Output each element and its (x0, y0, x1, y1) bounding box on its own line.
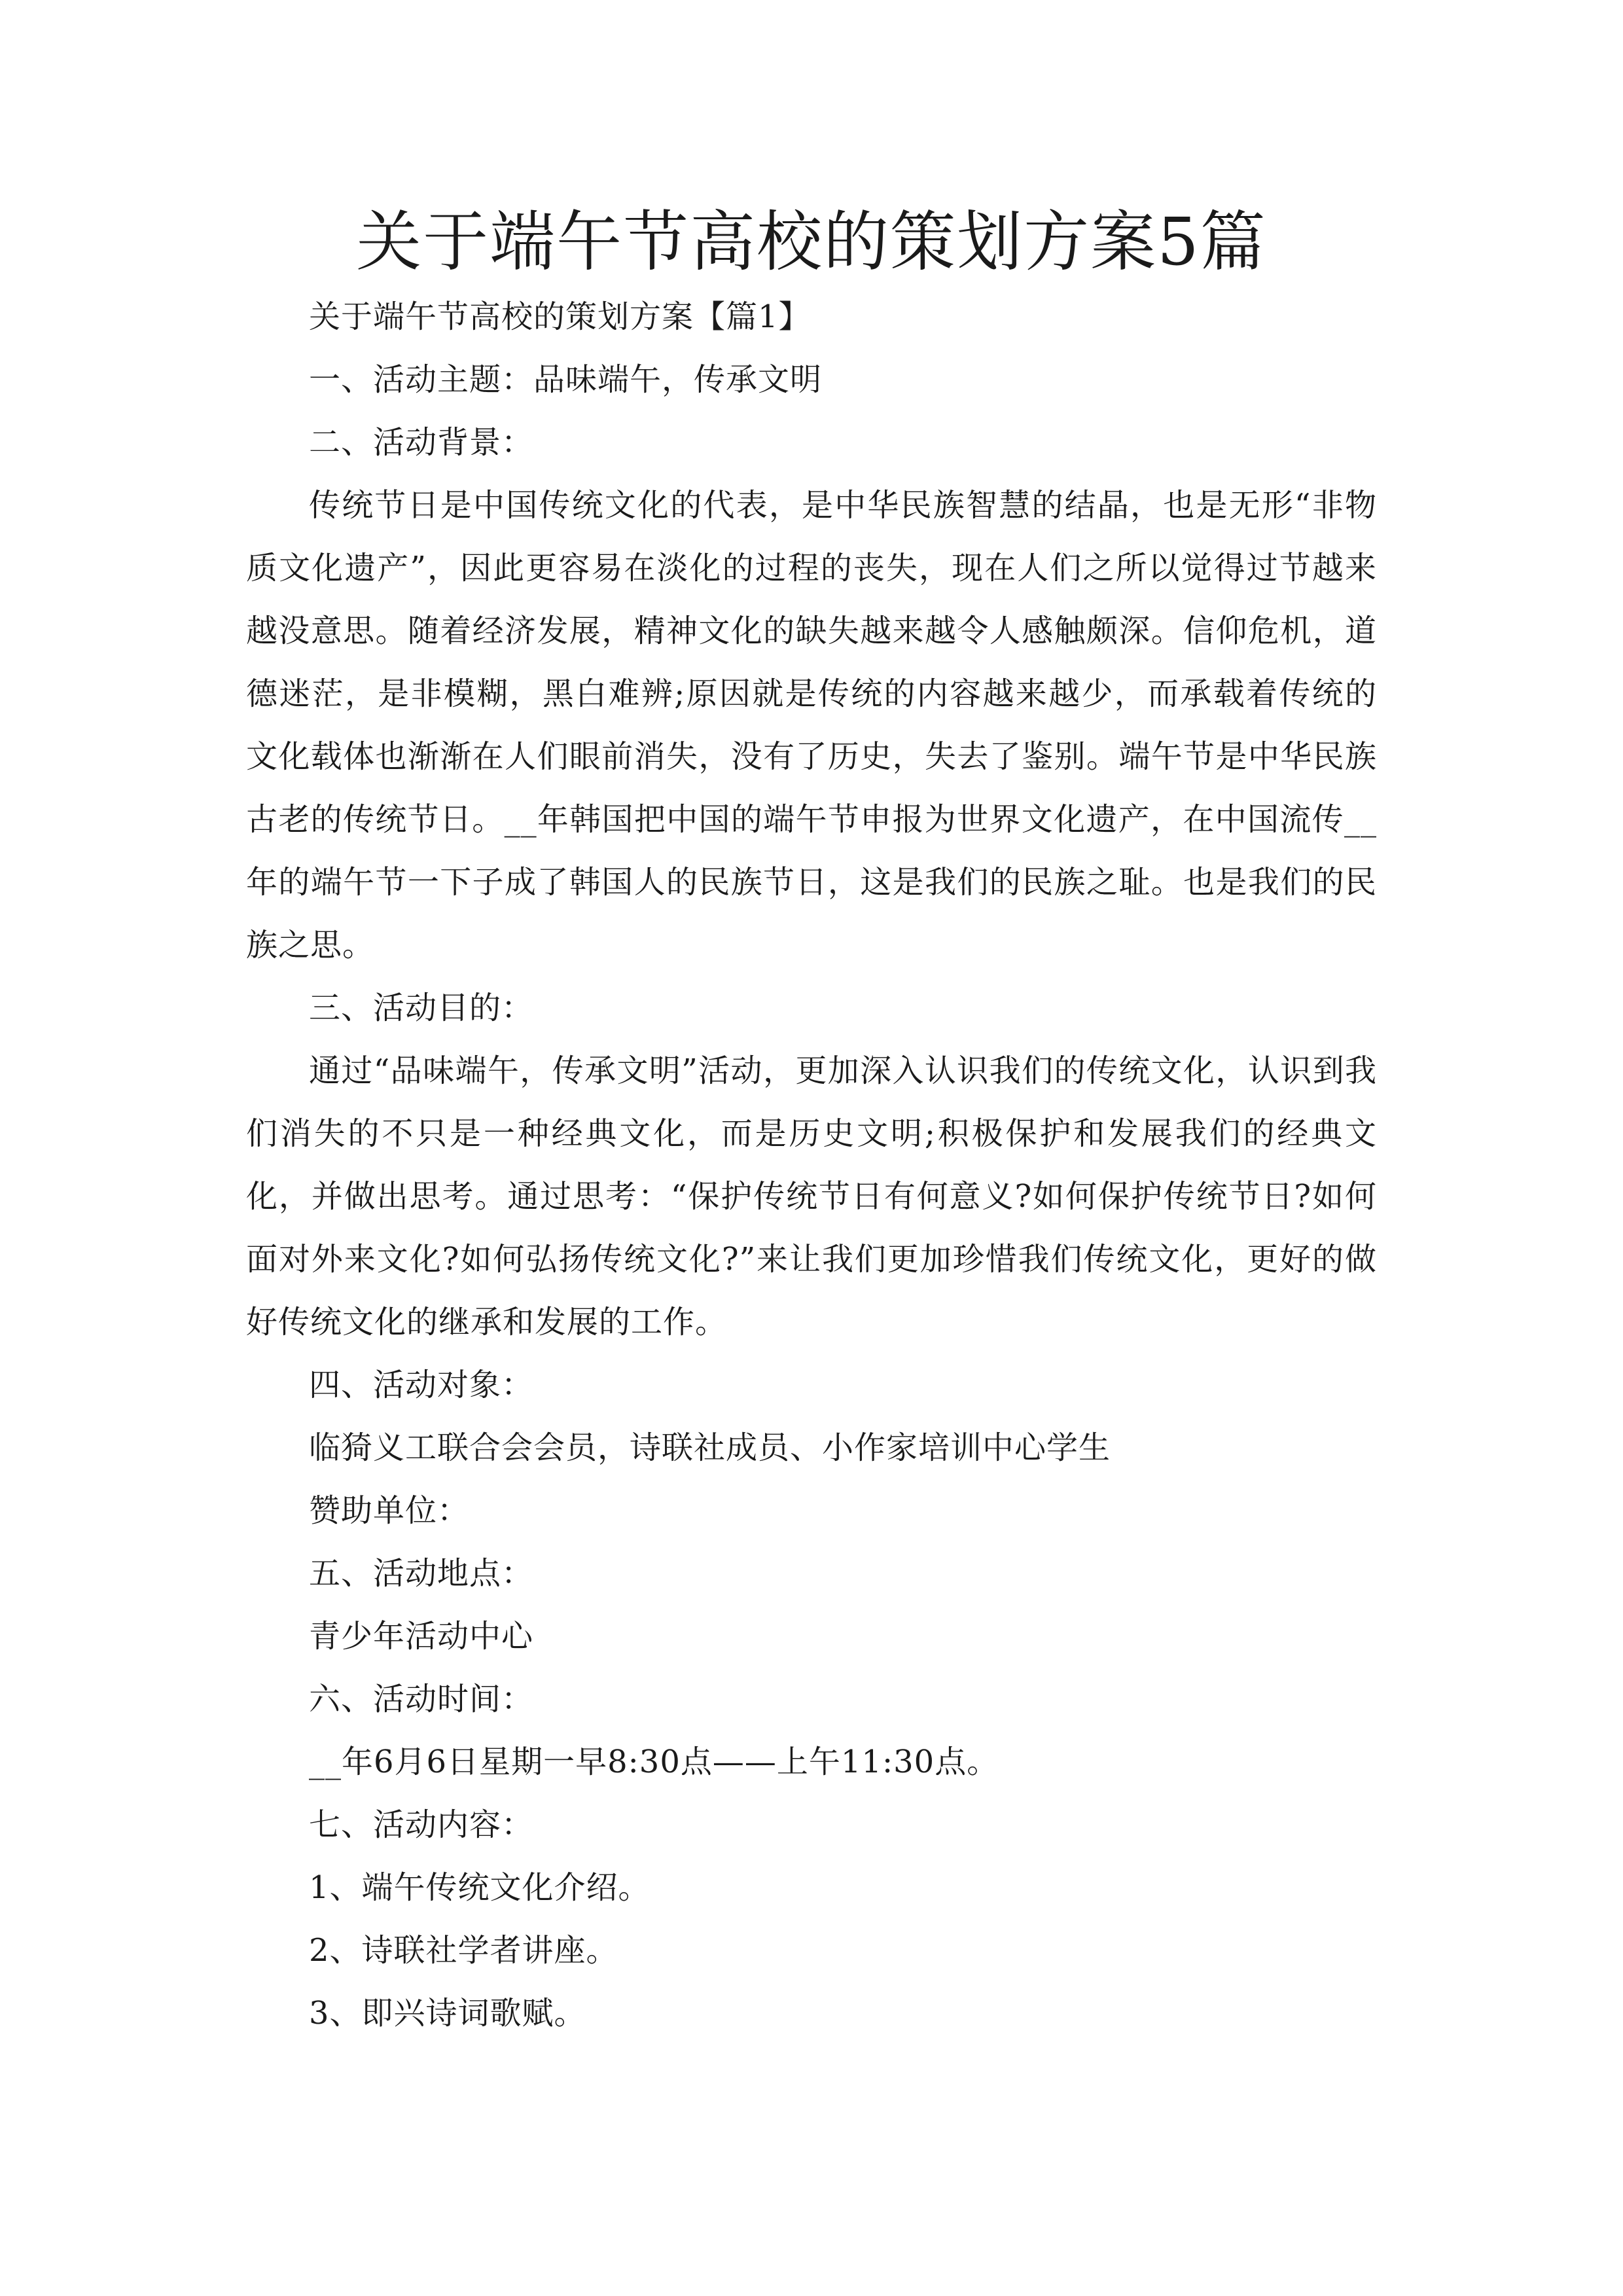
activity-location-text: 青少年活动中心 (309, 1618, 534, 1655)
activity-content-item-2: 2、诗联社学者讲座。 (309, 1932, 618, 1969)
section-heading-part-1: 关于端午节高校的策划方案【篇1】 (309, 298, 811, 335)
document-title: 关于端午节高校的策划方案5篇 (356, 204, 1267, 280)
activity-audience-heading: 四、活动对象： (309, 1367, 534, 1403)
activity-content-item-1: 1、端午传统文化介绍。 (309, 1869, 651, 1906)
activity-time-text: __年6月6日星期一早8:30点——上午11:30点。 (309, 1744, 999, 1780)
document-body (246, 285, 1377, 2045)
activity-content-item-3: 3、即兴诗词歌赋。 (309, 1995, 586, 2032)
activity-time-heading: 六、活动时间： (309, 1681, 534, 1717)
activity-content-heading: 七、活动内容： (309, 1806, 534, 1843)
activity-purpose-text: 通过“品味端午，传承文明”活动，更加深入认识我们的传统文化，认识到我们消失的不只是一种经典文化，而是历史文明;积极保护和发展我们的经典文化，并做出思考。通过思考：“保护传统节日有何意义?如何保护传统节日?如何面对外来文化?如何弘扬传统文化?”来让我们更加珍惜我们传统文化，更好的做好传统文化的继承和发展的工作。 (246, 1052, 1377, 1340)
activity-theme: 一、活动主题：品味端午，传承文明 (309, 361, 823, 398)
activity-location-heading: 五、活动地点： (309, 1555, 534, 1592)
activity-audience-text: 临猗义工联合会会员，诗联社成员、小作家培训中心学生 (309, 1429, 1111, 1466)
activity-background-text: 传统节日是中国传统文化的代表，是中华民族智慧的结晶，也是无形“非物质文化遗产”，因此更容易在淡化的过程的丧失，现在人们之所以觉得过节越来越没意思。随着经济发展，精神文化的缺失越来越令人感触颇深。信仰危机，道德迷茫，是非模糊，黑白难辨;原因就是传统的内容越来越少，而承载着传统的文化载体也渐渐在人们眼前消失，没有了历史，失去了鉴别。端午节是中华民族古老的传统节日。__年韩国把中国的端午节申报为世界文化遗产，在中国流传__年的端午节一下子成了韩国人的民族节日，这是我们的民族之耻。也是我们的民族之思。 (246, 487, 1377, 963)
activity-background-heading: 二、活动背景： (309, 424, 534, 461)
activity-purpose-heading: 三、活动目的： (309, 990, 534, 1026)
sponsor-label: 赞助单位： (309, 1492, 470, 1529)
